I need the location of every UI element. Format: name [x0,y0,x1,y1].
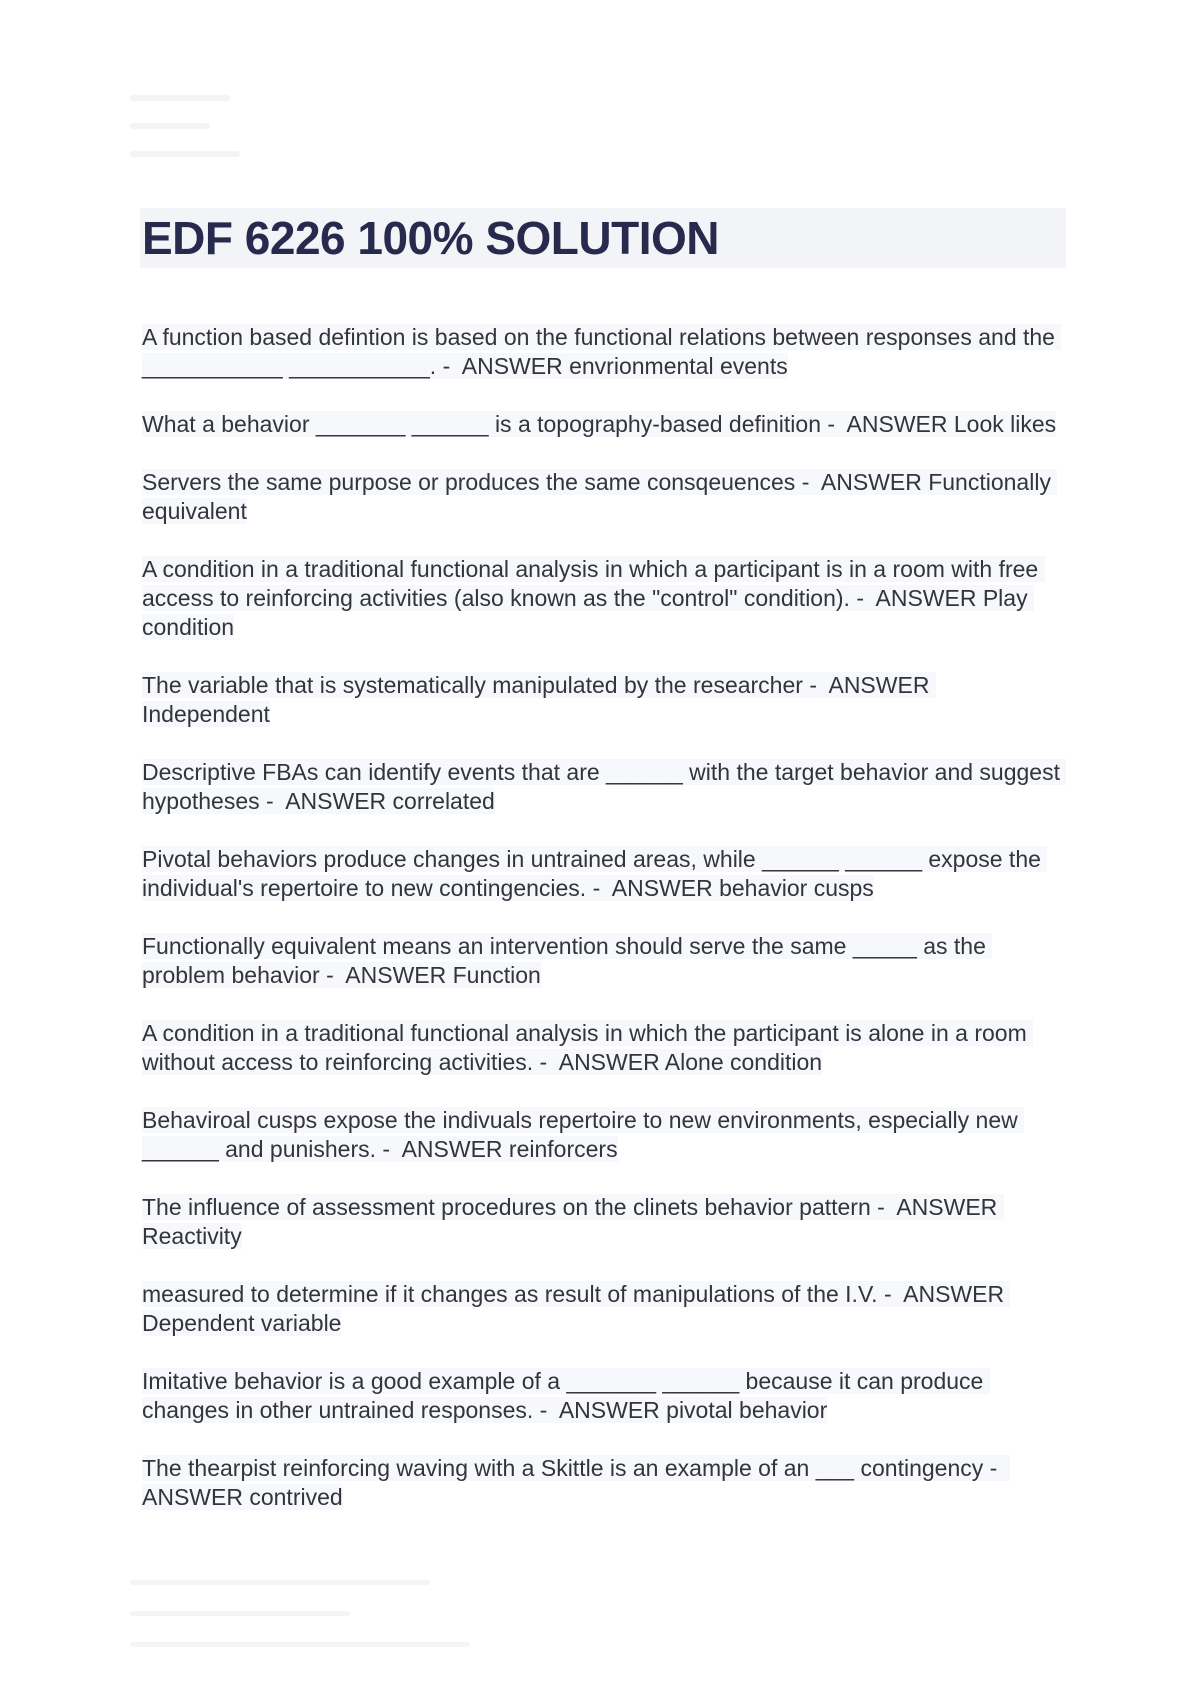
qa-text: A function based defintion is based on the functional relations between responses and the ___________ ___________. - ANSWER envrionmental events [142,324,1062,379]
qa-text: What a behavior _______ ______ is a topography-based definition - ANSWER Look likes [142,411,1057,437]
qa-text: measured to determine if it changes as result of manipulations of the I.V. - ANSWER Dependent variable [142,1281,1011,1336]
qa-item-6 [142,758,1067,816]
qa-text: A condition in a traditional functional analysis in which a participant is in a room with free access to reinforcing activities (also known as the "control" condition). - ANSWER Play condition [142,556,1045,640]
qa-item-3 [142,468,1062,526]
faded-footer [130,1580,490,1690]
qa-item-2 [142,410,1062,439]
faded-watermark [130,95,250,175]
qa-text: Descriptive FBAs can identify events that are ______ with the target behavior and suggest hypotheses - ANSWER correlated [142,759,1067,814]
qa-item-4 [142,555,1062,642]
qa-text: Pivotal behaviors produce changes in untrained areas, while ______ ______ expose the individual's repertoire to new contingencies. - ANSWER behavior cusps [142,846,1048,901]
qa-item-8 [142,932,1062,990]
qa-item-11 [142,1193,1062,1251]
qa-item-12 [142,1280,1062,1338]
qa-text: Imitative behavior is a good example of a _______ ______ because it can produce changes in other untrained responses. - ANSWER pivotal behavior [142,1368,990,1423]
qa-text: Servers the same purpose or produces the same consqeuences - ANSWER Functionally equivalent [142,469,1058,524]
qa-text: The influence of assessment procedures on the clinets behavior pattern - ANSWER Reactivity [142,1194,1004,1249]
qa-item-13 [142,1367,1062,1425]
qa-item-7 [142,845,1062,903]
qa-item-10 [142,1106,1062,1164]
qa-text: Functionally equivalent means an intervention should serve the same _____ as the problem behavior - ANSWER Function [142,933,993,988]
qa-text: Behaviroal cusps expose the indivuals repertoire to new environments, especially new ______ and punishers. - ANSWER reinforcers [142,1107,1025,1162]
qa-item-5 [142,671,1062,729]
qa-item-9 [142,1019,1062,1077]
question-answer-list [142,323,1067,1512]
qa-text: The thearpist reinforcing waving with a Skittle is an example of an ___ contingency - ANSWER contrived [142,1455,1011,1510]
qa-text: The variable that is systematically manipulated by the researcher - ANSWER Independent [142,672,936,727]
document-title: EDF 6226 100% SOLUTION [142,212,719,264]
qa-text: A condition in a traditional functional analysis in which the participant is alone in a room without access to reinforcing activities. - ANSWER Alone condition [142,1020,1034,1075]
qa-item-1 [142,323,1062,381]
qa-item-14 [142,1454,1062,1512]
